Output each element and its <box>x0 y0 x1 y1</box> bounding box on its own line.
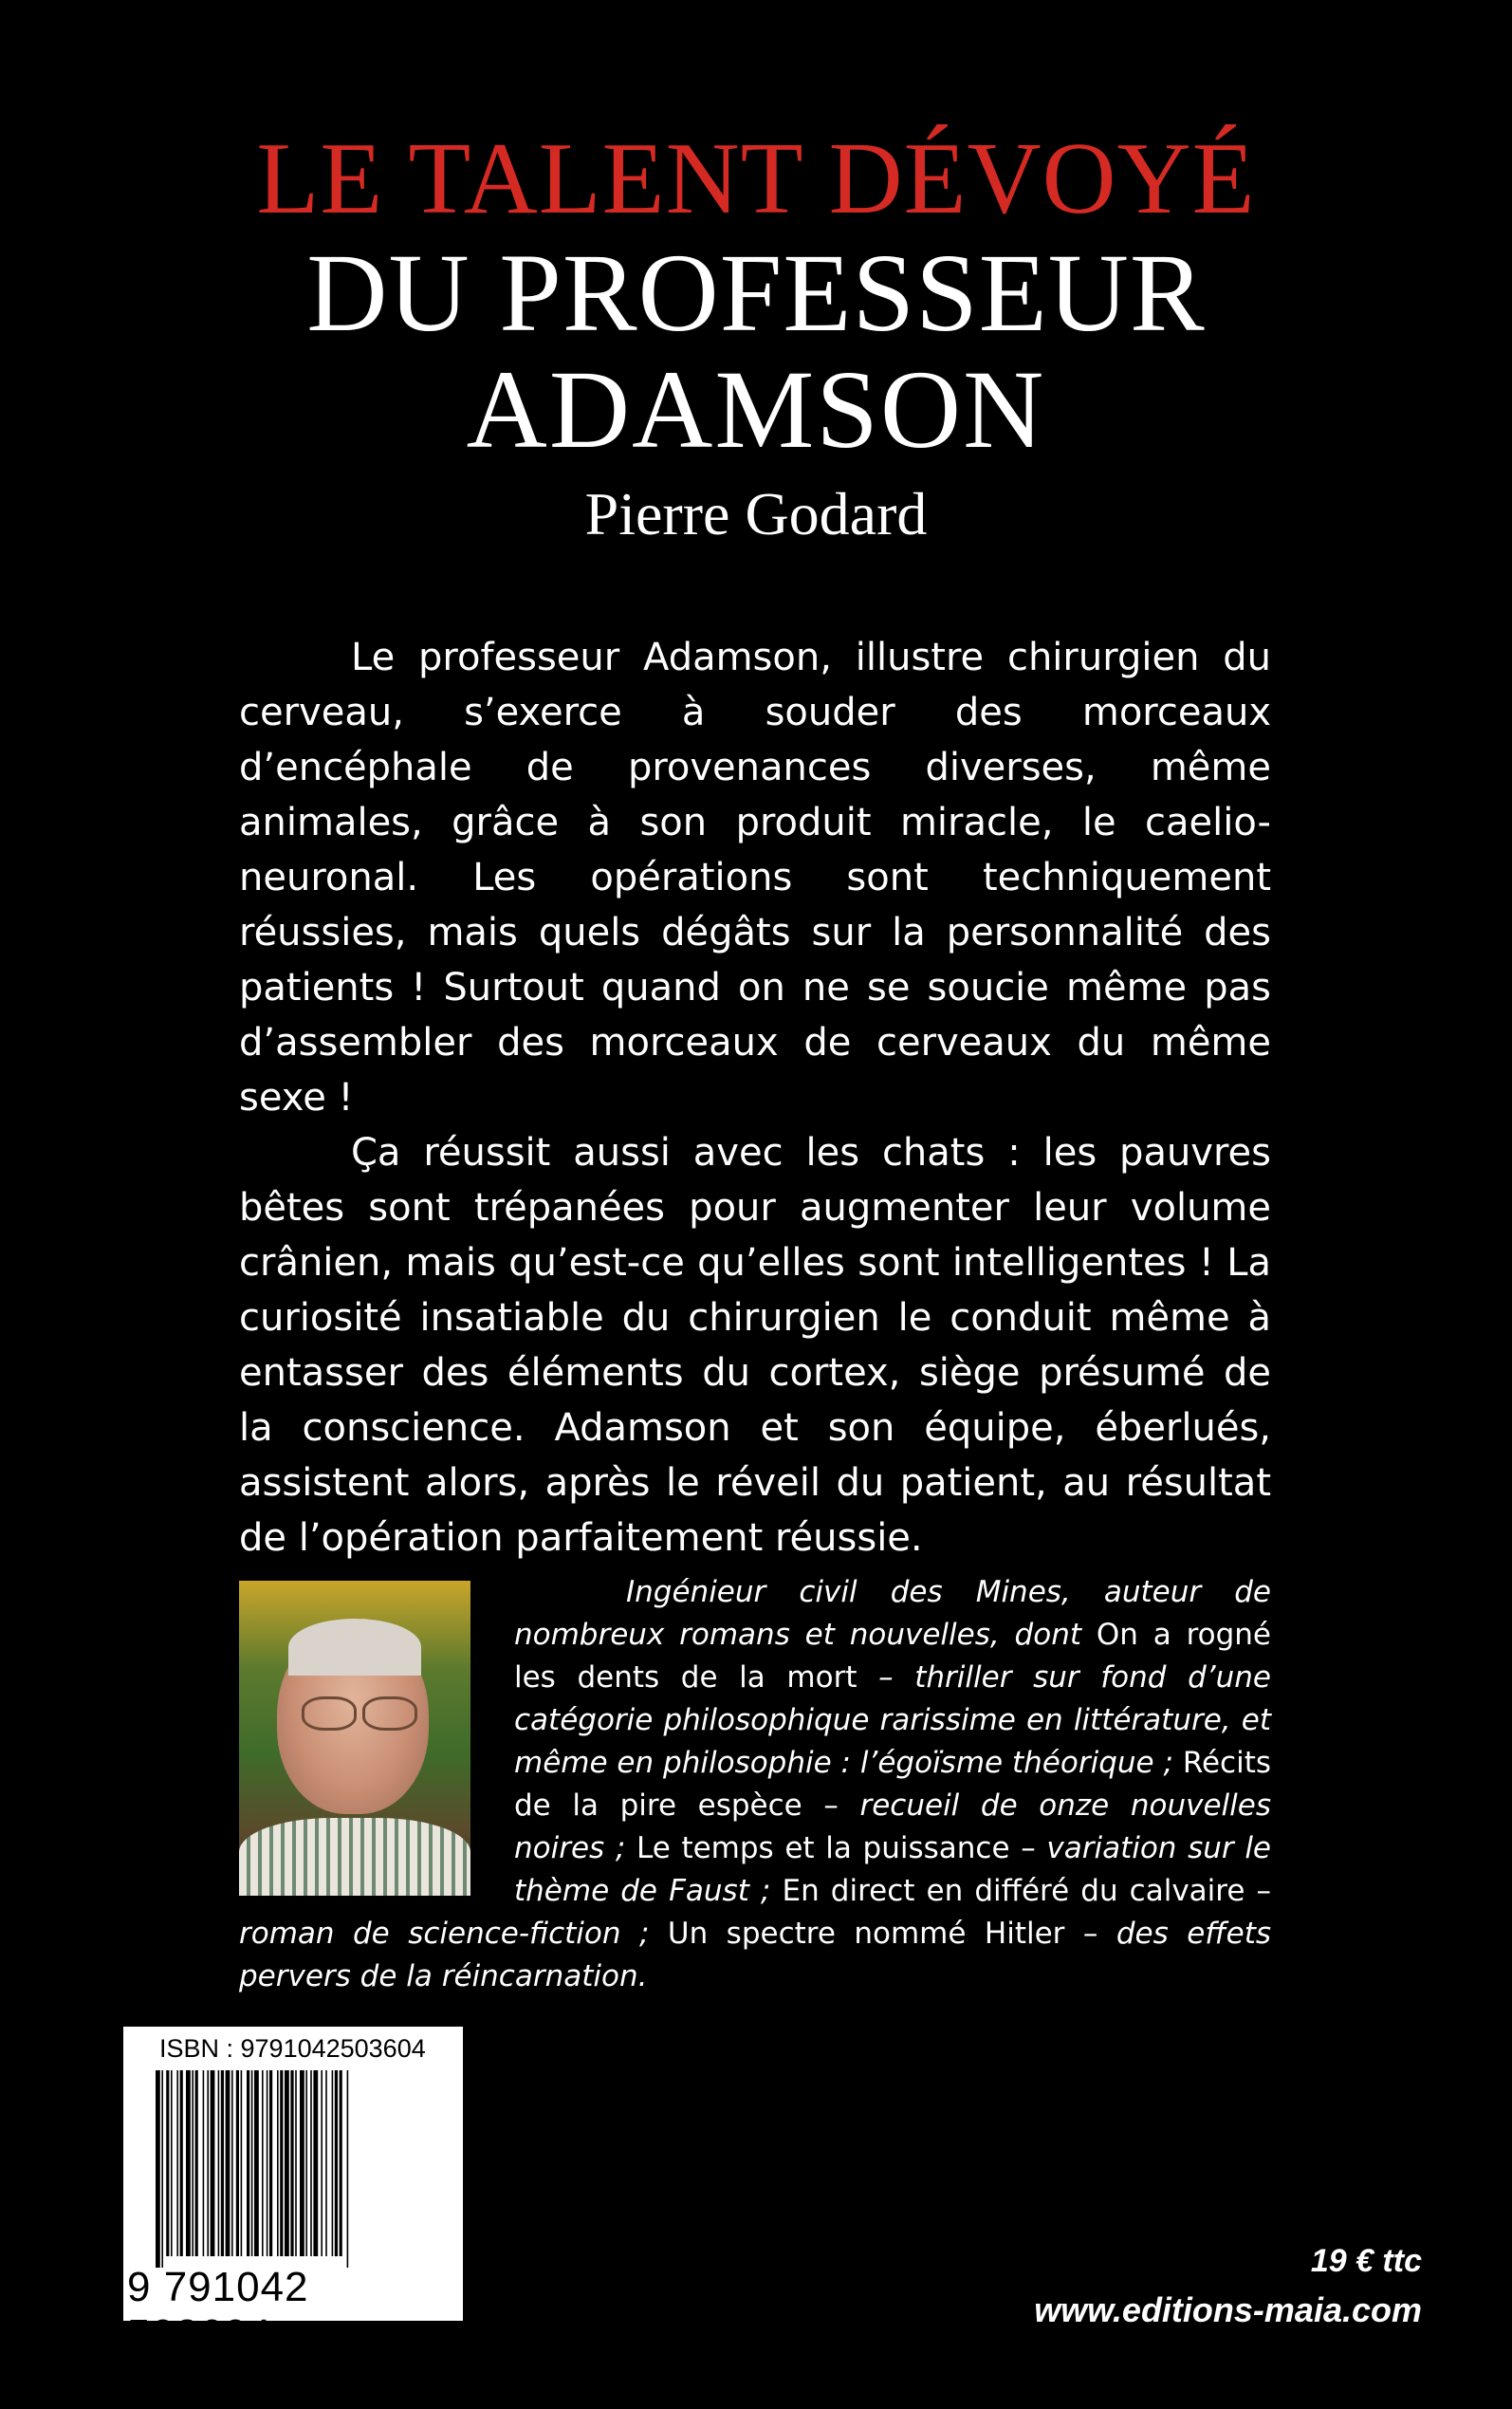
barcode-bar <box>161 2070 163 2268</box>
bio-text-5: roman de science-fiction ; <box>239 1917 650 1951</box>
barcode-bar <box>254 2070 259 2256</box>
synopsis <box>239 630 1271 1566</box>
barcode-bar <box>277 2070 279 2256</box>
synopsis-paragraph-1: Le professeur Adamson, illustre chirurgien du cerveau, s’exerce à souder des morceaux d’encéphale de provenances diverses, même animales, grâce à son produit miracle, le caelio-neuronal. Les opérations sont techniquement réussies, mais quels dégâts sur la personnalité des patients ! Surtout quand on ne se soucie même pas d’assembler des morceaux de cerveaux du même sexe ! <box>239 636 1271 1120</box>
bio-text-4: variation sur le thème de Faust ; <box>514 1831 1272 1908</box>
isbn-label: ISBN : 9791042503604 <box>159 2034 426 2063</box>
author-name: Pierre Godard <box>584 480 928 547</box>
barcode-bar <box>321 2070 323 2256</box>
barcode-bar <box>186 2070 191 2256</box>
barcode-bar <box>247 2070 249 2256</box>
title-line-3: ADAMSON <box>466 347 1046 472</box>
barcode-bar <box>267 2070 268 2256</box>
photo-spacer <box>239 1571 514 1896</box>
barcode-digits: 9 791042 503604 <box>127 2264 309 2358</box>
barcode-bar <box>207 2070 209 2256</box>
barcode-bar <box>280 2070 283 2256</box>
title-line-1: LE TALENT DÉVOYÉ <box>256 122 1256 235</box>
barcode-bar <box>236 2070 239 2256</box>
author-bio <box>239 1571 1271 1998</box>
barcode-bar <box>290 2070 293 2256</box>
barcode-bar <box>192 2070 194 2256</box>
barcode-bar <box>171 2070 173 2256</box>
barcode-bar <box>203 2070 205 2256</box>
barcode-bar <box>180 2070 183 2256</box>
bio-text-6: des effets pervers de la réincarnation. <box>239 1917 1272 1993</box>
barcode-bar <box>347 2070 349 2268</box>
barcode-bar <box>156 2070 160 2268</box>
barcode-bar <box>166 2070 169 2256</box>
title-line-2: DU PROFESSEUR <box>306 231 1206 355</box>
barcode-bar <box>335 2070 338 2256</box>
bio-book-4: En direct en différé du calvaire – <box>782 1874 1272 1908</box>
barcode-bar <box>295 2070 297 2256</box>
barcode-bar <box>285 2070 289 2256</box>
barcode-bar <box>251 2070 253 2256</box>
bio-book-5: Un spectre nommé Hitler – <box>667 1917 1098 1951</box>
barcode-bar <box>241 2070 243 2256</box>
bio-text-3: recueil de onze nouvelles noires ; <box>514 1788 1271 1865</box>
price: 19 € ttc <box>1310 2243 1422 2279</box>
barcode-bar <box>310 2070 312 2256</box>
barcode-bar <box>325 2070 327 2256</box>
barcode-box <box>123 2027 463 2358</box>
website: www.editions-maia.com <box>1034 2290 1422 2329</box>
barcode-bar <box>176 2070 178 2256</box>
barcode-bar <box>226 2070 230 2256</box>
barcode-icon <box>152 2070 436 2270</box>
synopsis-paragraph-2: Ça réussit aussi avec les chats : les pauvres bêtes sont trépanées pour augmenter leur volume crânien, mais qu’est-ce qu’elles sont intelligentes ! La curiosité insatiable du chirurgien le conduit même à entasser des éléments du cortex, siège présumé de la conscience. Adamson et son équipe, éberlués, assistent alors, après le réveil du patient, au résultat de l’opération parfaitement réussie. <box>239 1131 1271 1560</box>
barcode-bar <box>211 2070 215 2256</box>
barcode-bar <box>195 2070 198 2256</box>
bio-book-2: Récits de la pire espèce – <box>514 1746 1271 1823</box>
bio-book-3: Le temps et la puissance – <box>636 1831 1036 1865</box>
bio-book-1: On a rogné les dents de la mort <box>514 1618 1272 1695</box>
title-block <box>0 123 1512 552</box>
barcode-bar <box>221 2070 224 2256</box>
barcode-bar <box>332 2070 334 2256</box>
barcode-bar <box>313 2070 318 2256</box>
barcode-bar <box>218 2070 220 2256</box>
barcode-bar <box>262 2070 264 2256</box>
barcode-bar <box>340 2070 342 2256</box>
barcode-bar <box>231 2070 233 2256</box>
barcode-bar <box>305 2070 307 2256</box>
barcode-bar <box>300 2070 304 2256</box>
bio-text-2: – thriller sur fond d’une catégorie philosophique rarissime en littérature, et même en philosophie : l’égoïsme théorique ; <box>514 1660 1271 1780</box>
barcode-bar <box>269 2070 272 2256</box>
bio-text-1: Ingénieur civil des Mines, auteur de nombreux romans et nouvelles, dont <box>514 1575 1271 1652</box>
